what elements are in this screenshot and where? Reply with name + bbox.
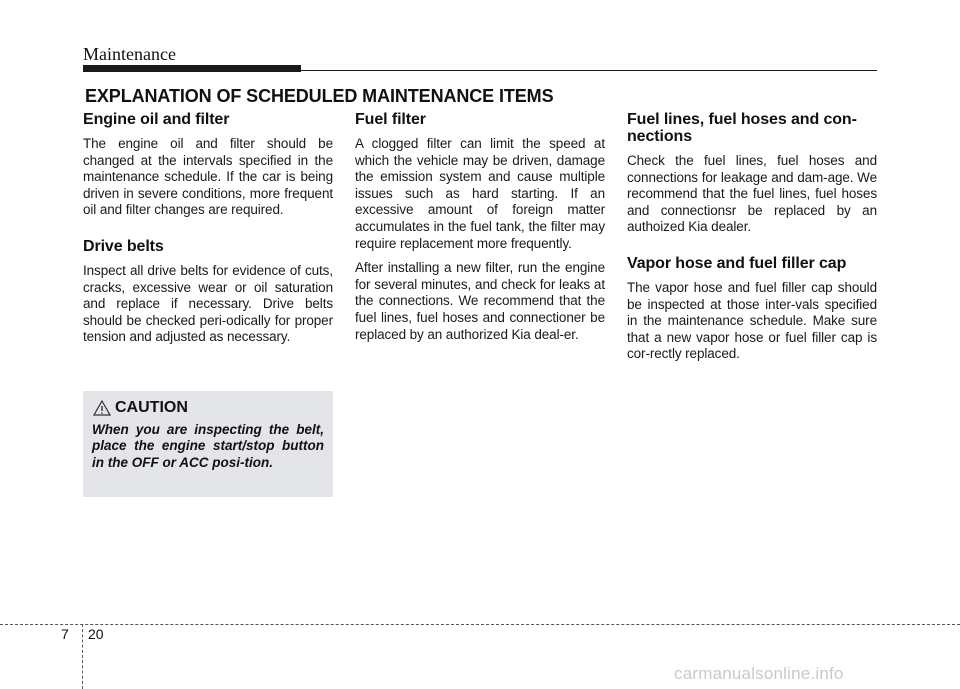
watermark[interactable]: carmanualsonline.info	[674, 664, 844, 683]
heading-drive-belts: Drive belts	[83, 237, 164, 255]
column-1	[83, 111, 333, 354]
text-fuel-filter-1: A clogged filter can limit the speed at which the vehicle may be driven, damage the emission system and cause multiple issues such as hard starting. If an excessive amount of foreign matter accumulates in the fuel tank, the filter may require replacement more frequently.	[355, 136, 605, 251]
column-3	[627, 111, 877, 371]
text-engine-oil: The engine oil and filter should be changed at the intervals specified in the maintenance schedule. If the car is being driven in severe conditions, more frequent oil and filter changes are required.	[83, 136, 333, 218]
column-2	[355, 111, 605, 351]
text-fuel-filter-2: After installing a new filter, run the engine for several minutes, and check for leaks at the connections. We recommend that the fuel lines, fuel hoses and connectioner be replaced by an authorized Kia deal-er.	[355, 260, 605, 342]
running-head: Maintenance	[83, 44, 176, 64]
caution-title: CAUTION	[115, 399, 188, 416]
heading-engine-oil: Engine oil and filter	[83, 111, 230, 128]
text-vapor-hose: The vapor hose and fuel filler cap should be inspected at those inter-vals specified in the maintenance schedule. Make sure that a new vapor hose or fuel filler cap is cor-rectly replaced.	[627, 279, 877, 362]
caution-box	[83, 391, 333, 497]
caution-text: When you are inspecting the belt, place the engine start/stop button in the OFF or ACC posi-tion.	[92, 422, 324, 470]
chapter-number: 7	[61, 626, 69, 642]
heading-fuel-filter: Fuel filter	[355, 111, 426, 128]
footer-divider	[82, 624, 83, 689]
text-drive-belts: Inspect all drive belts for evidence of cuts, cracks, excessive wear or oil saturation and replace if necessary. Drive belts should be checked peri-odically for proper tension and adjusted as necessary.	[83, 262, 333, 345]
heading-vapor-hose: Vapor hose and fuel filler cap	[627, 254, 847, 272]
header-rule-thin	[301, 70, 877, 71]
page-number: 20	[88, 626, 104, 642]
footer-rule	[0, 624, 960, 625]
warning-triangle-icon	[93, 400, 111, 416]
heading-fuel-lines: Fuel lines, fuel hoses and con-nections	[627, 111, 857, 145]
text-fuel-lines: Check the fuel lines, fuel hoses and connections for leakage and dam-age. We recommend that the fuel lines, fuel hoses and connectionsr be replaced by an authoized Kia dealer.	[627, 153, 877, 235]
section-title: EXPLANATION OF SCHEDULED MAINTENANCE ITEMS	[85, 86, 554, 106]
header-rule-thick	[83, 65, 301, 72]
